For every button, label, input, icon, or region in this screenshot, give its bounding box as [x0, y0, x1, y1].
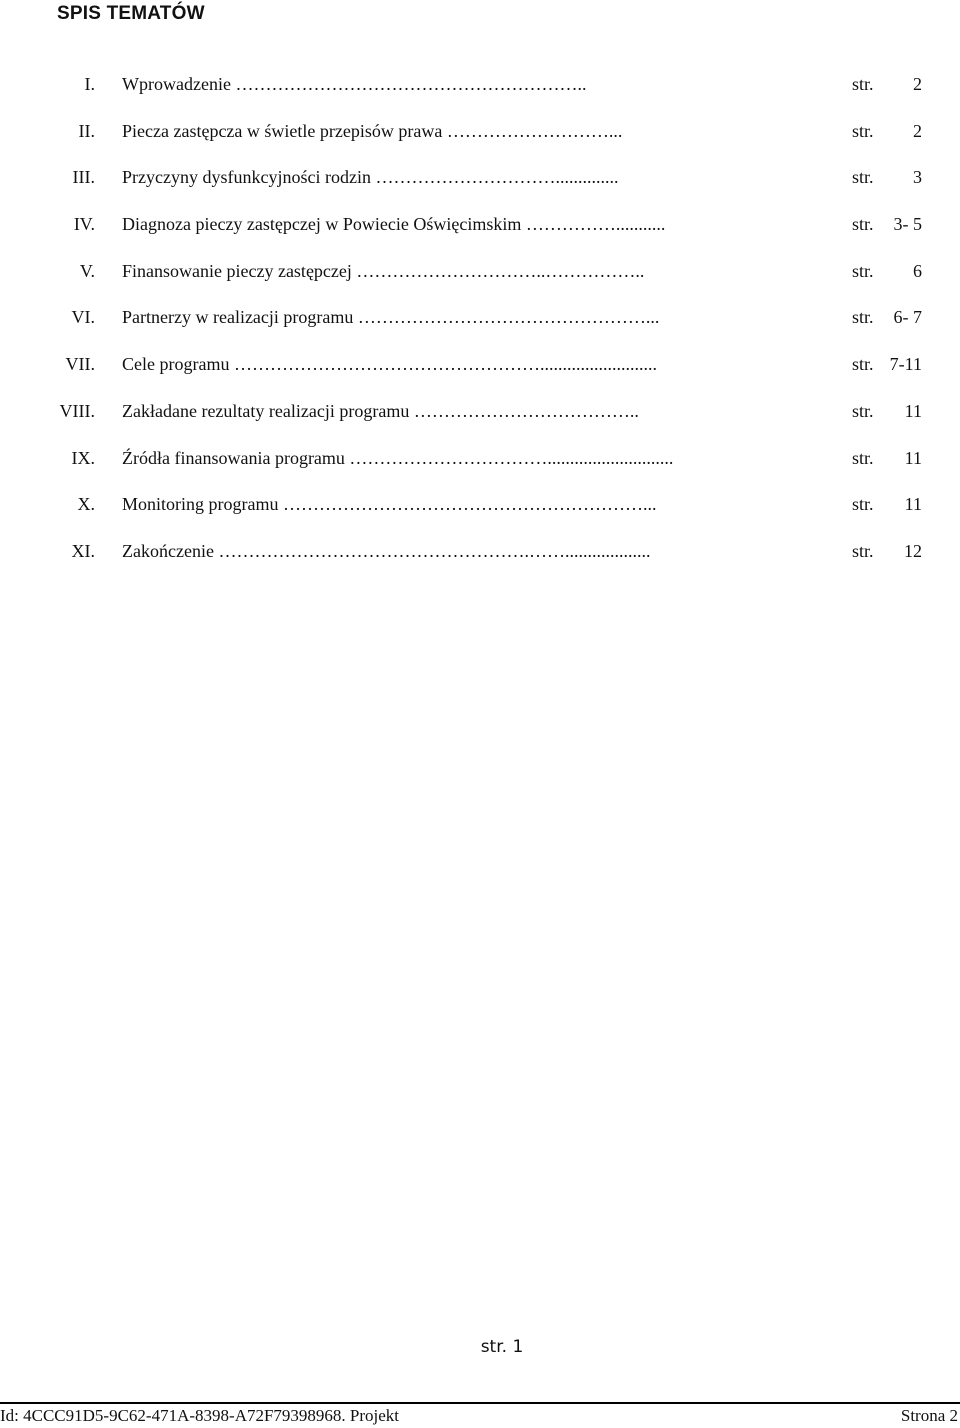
- toc-entry: [0, 537, 960, 584]
- toc-entry-title: Źródła finansowania programu ……………………………............................: [122, 447, 674, 468]
- toc-entry-str-label: str.: [852, 447, 874, 468]
- table-of-contents: [0, 70, 960, 584]
- toc-entry-number: X.: [77, 494, 95, 515]
- toc-entry: [0, 257, 960, 304]
- toc-entry-number: XI.: [71, 540, 95, 561]
- toc-entry: [0, 397, 960, 444]
- footer-divider: [0, 1402, 960, 1404]
- toc-entry-page: 6- 7: [893, 307, 922, 328]
- toc-entry-title: Przyczyny dysfunkcyjności rodzin …………………………..............: [122, 167, 619, 188]
- toc-entry-title: Piecza zastępcza w świetle przepisów prawa ………………………...: [122, 120, 623, 141]
- toc-entry: [0, 163, 960, 210]
- toc-entry: [0, 210, 960, 257]
- toc-entry: [0, 117, 960, 164]
- toc-entry-page: 3: [913, 167, 922, 188]
- toc-entry-title: Wprowadzenie …………………………………………………..: [122, 74, 587, 94]
- toc-entry-str-label: str.: [852, 260, 874, 281]
- toc-entry-page: 2: [913, 120, 922, 141]
- toc-entry-page: 7-11: [889, 354, 922, 375]
- toc-entry-number: I.: [84, 74, 95, 94]
- toc-entry-number: VI.: [71, 307, 95, 328]
- footer-page-label: Strona 2: [900, 1406, 958, 1425]
- toc-entry-str-label: str.: [852, 354, 874, 375]
- toc-entry-page: 12: [904, 540, 922, 561]
- toc-entry-title: Partnerzy w realizacji programu …………………………………………...: [122, 307, 660, 328]
- toc-entry-str-label: str.: [852, 540, 874, 561]
- toc-entry-page: 11: [904, 447, 922, 468]
- toc-entry-str-label: str.: [852, 400, 874, 421]
- footer-document-id: Id: 4CCC91D5-9C62-471A-8398-A72F79398968. Projekt: [0, 1406, 400, 1425]
- toc-entry-title: Finansowanie pieczy zastępczej …………………………..……………..: [122, 260, 645, 281]
- toc-entry: [0, 490, 960, 537]
- toc-entry: [0, 350, 960, 397]
- toc-entry-str-label: str.: [852, 214, 874, 235]
- toc-entry-str-label: str.: [852, 167, 874, 188]
- page-number: str. 1: [480, 1337, 524, 1357]
- toc-entry-number: III.: [72, 167, 95, 188]
- toc-entry-number: VIII.: [59, 400, 95, 421]
- toc-entry-page: 11: [904, 400, 922, 421]
- toc-entry-str-label: str.: [852, 74, 874, 94]
- toc-entry-title: Diagnoza pieczy zastępczej w Powiecie Oświęcimskim ……………...........: [122, 214, 666, 235]
- toc-entry-title: Zakładane rezultaty realizacji programu ………………………………..: [122, 400, 639, 421]
- toc-entry-str-label: str.: [852, 307, 874, 328]
- document-title: SPIS TEMATÓW: [57, 3, 205, 24]
- toc-entry-page: 11: [904, 494, 922, 515]
- toc-entry-page: 6: [913, 260, 922, 281]
- toc-entry: [0, 444, 960, 491]
- toc-entry-number: V.: [79, 260, 95, 281]
- toc-entry-number: IV.: [73, 214, 95, 235]
- toc-entry-title: Zakończenie …………………………………………….……...................: [122, 540, 651, 561]
- toc-entry-number: VII.: [65, 354, 95, 375]
- toc-entry: [0, 70, 960, 117]
- toc-entry-title: Cele programu ……………………………………………..........................: [122, 354, 657, 375]
- toc-entry: [0, 303, 960, 350]
- toc-entry-number: II.: [78, 120, 95, 141]
- toc-entry-str-label: str.: [852, 120, 874, 141]
- toc-entry-page: 3- 5: [893, 214, 922, 235]
- toc-entry-page: 2: [913, 74, 922, 94]
- toc-entry-number: IX.: [71, 447, 95, 468]
- toc-entry-title: Monitoring programu ……………………………………………………...: [122, 494, 657, 515]
- toc-entry-str-label: str.: [852, 494, 874, 515]
